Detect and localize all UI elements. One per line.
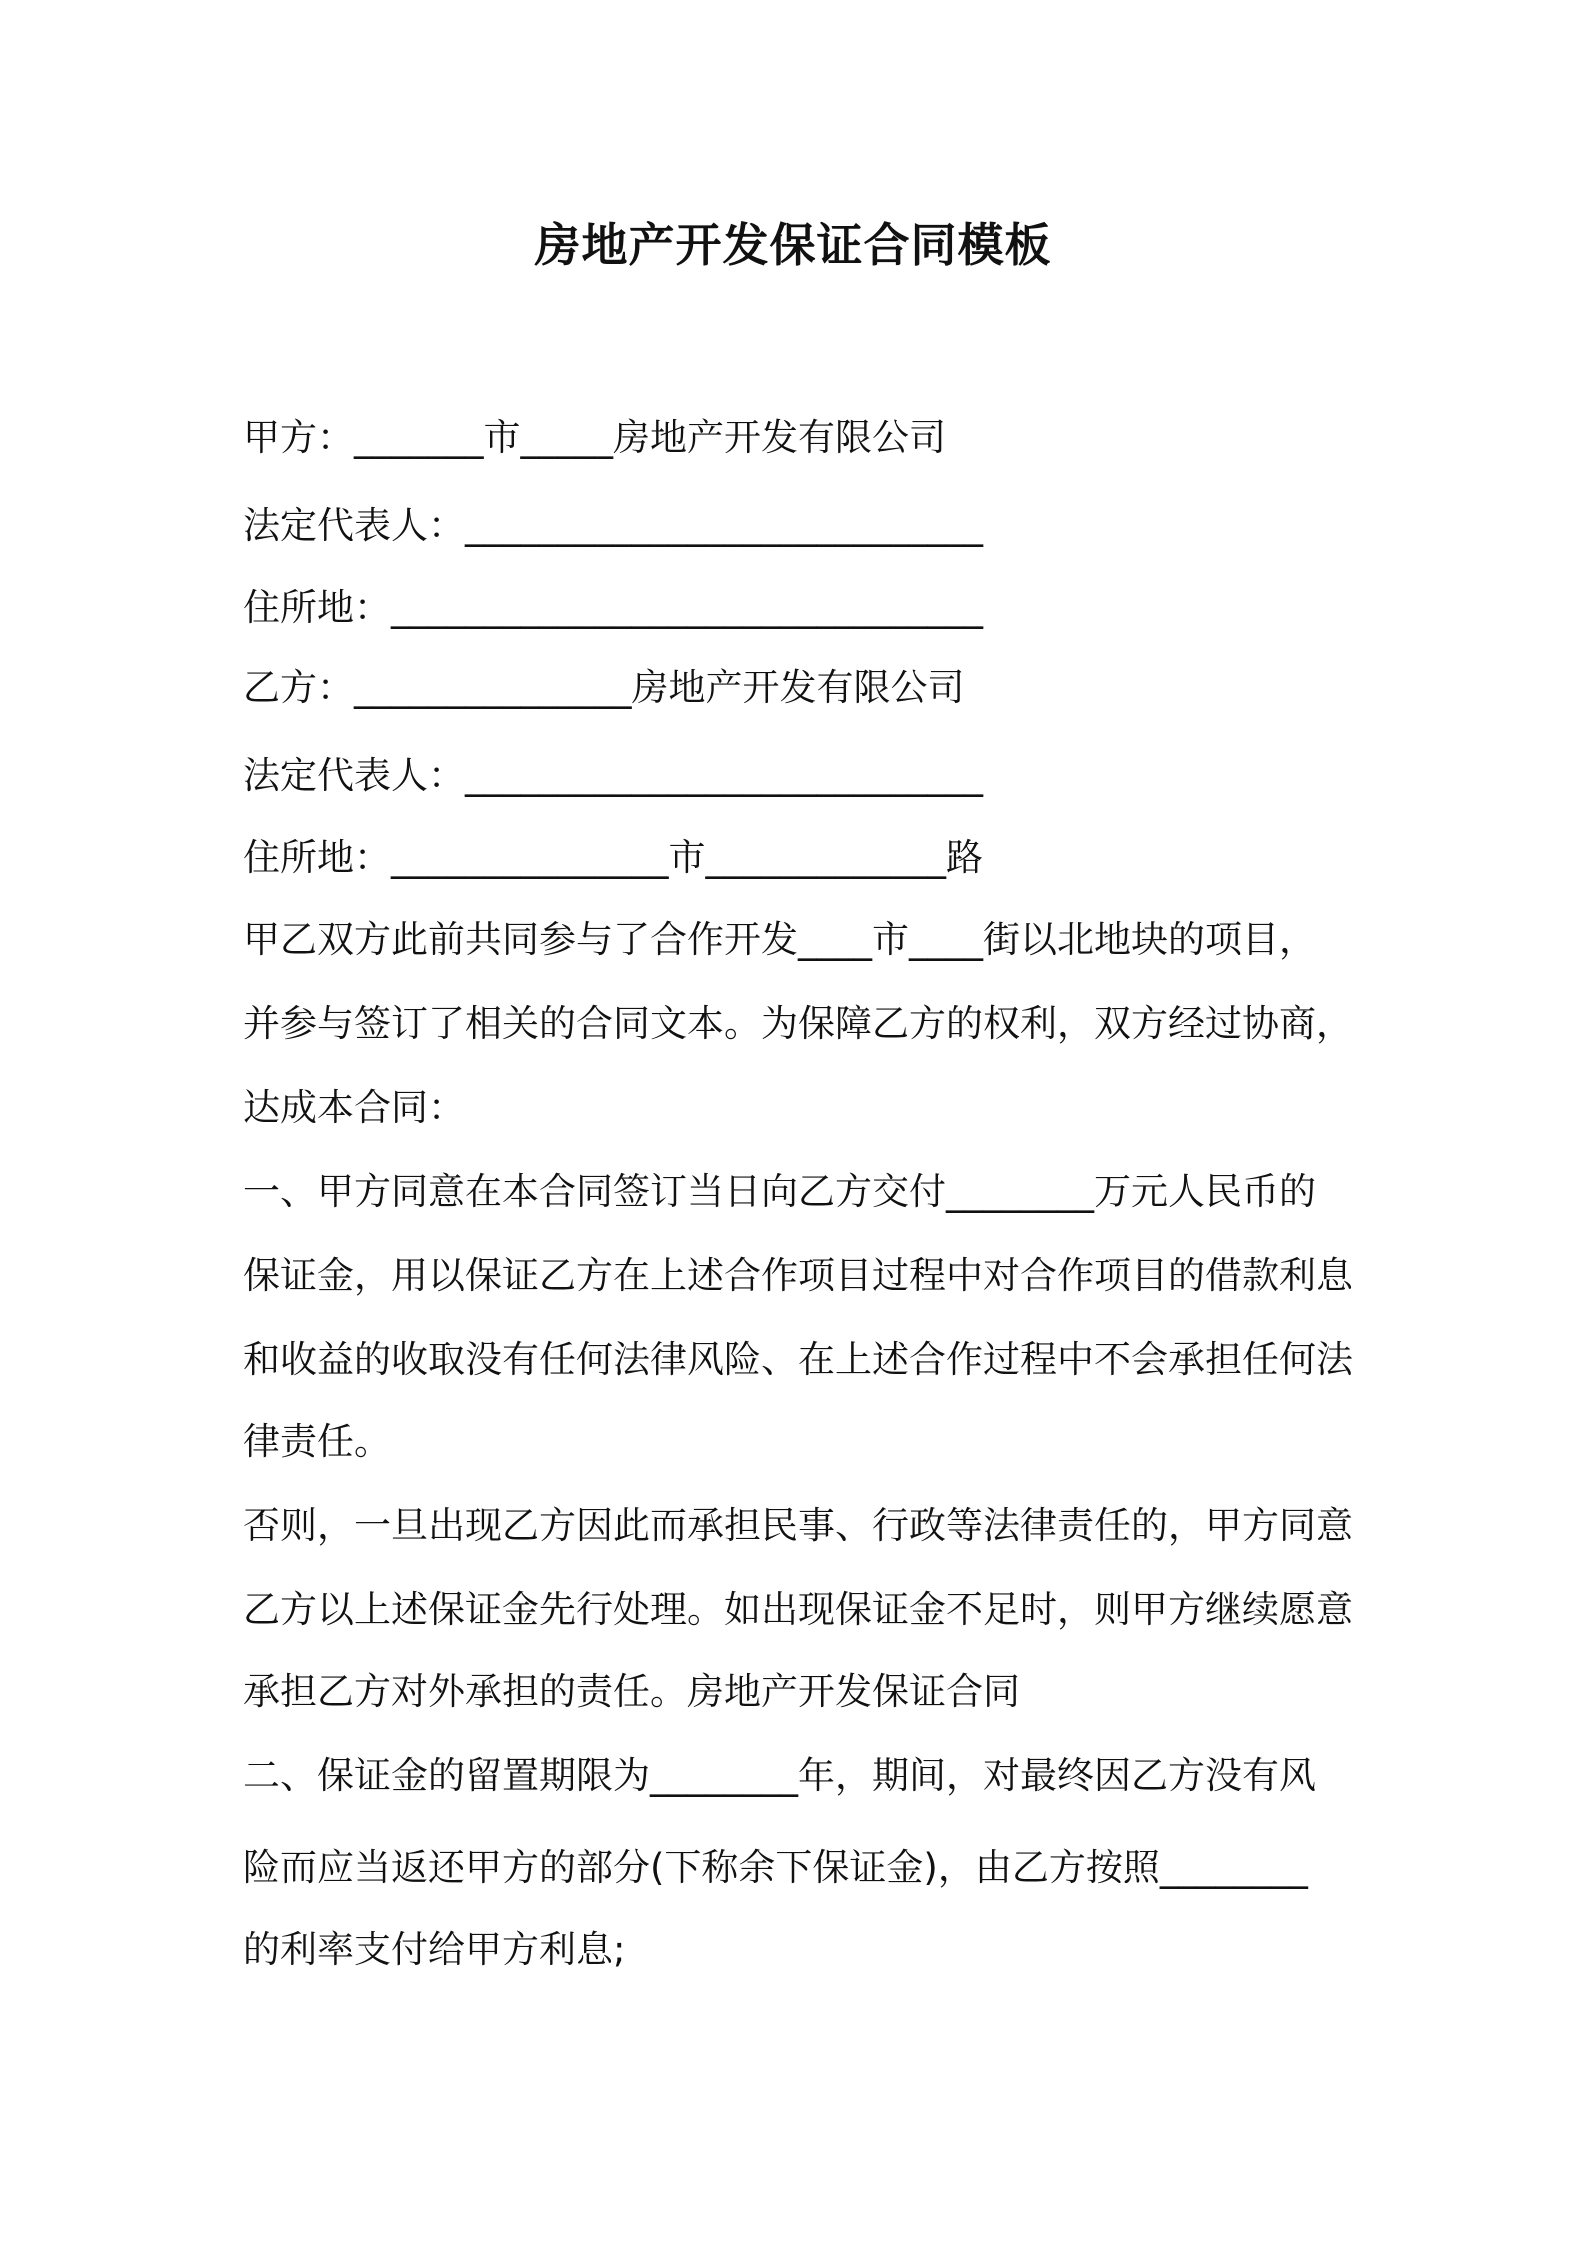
party-a-line: 甲方：_______市_____房地产开发有限公司 bbox=[243, 416, 946, 459]
clause-1-line-3: 和收益的收取没有任何法律风险、在上述合作过程中不会承担任何法 bbox=[243, 1338, 1353, 1381]
clause-1-line-1: 一、甲方同意在本合同签订当日向乙方交付________万元人民币的 bbox=[243, 1170, 1316, 1213]
document-title: 房地产开发保证合同模板 bbox=[534, 218, 1052, 272]
preamble-line-1: 甲乙双方此前共同参与了合作开发____市____街以北地块的项目， bbox=[243, 918, 1316, 961]
clause-1-line-2: 保证金，用以保证乙方在上述合作项目过程中对合作项目的借款利息 bbox=[243, 1254, 1353, 1297]
clause-1-follow-line-1: 否则，一旦出现乙方因此而承担民事、行政等法律责任的，甲方同意 bbox=[243, 1504, 1353, 1547]
clause-2-line-2: 险而应当返还甲方的部分(下称余下保证金)，由乙方按照________ bbox=[243, 1846, 1308, 1889]
party-a-address-line: 住所地：________________________________ bbox=[243, 586, 983, 629]
clause-2-line-1: 二、保证金的留置期限为________年，期间，对最终因乙方没有风 bbox=[243, 1754, 1316, 1797]
clause-2-line-3: 的利率支付给甲方利息; bbox=[243, 1928, 626, 1971]
clause-1-line-4: 律责任。 bbox=[243, 1420, 391, 1463]
party-b-line: 乙方：_______________房地产开发有限公司 bbox=[243, 666, 965, 709]
clause-1-follow-line-2: 乙方以上述保证金先行处理。如出现保证金不足时，则甲方继续愿意 bbox=[243, 1588, 1353, 1631]
party-a-representative-line: 法定代表人：____________________________ bbox=[243, 504, 983, 547]
preamble-line-3: 达成本合同： bbox=[243, 1086, 465, 1129]
party-b-representative-line: 法定代表人：____________________________ bbox=[243, 754, 983, 797]
clause-1-follow-line-3: 承担乙方对外承担的责任。房地产开发保证合同 bbox=[243, 1670, 1020, 1713]
preamble-line-2: 并参与签订了相关的合同文本。为保障乙方的权利，双方经过协商， bbox=[243, 1002, 1353, 1045]
party-b-address-line: 住所地：_______________市_____________路 bbox=[243, 836, 983, 879]
